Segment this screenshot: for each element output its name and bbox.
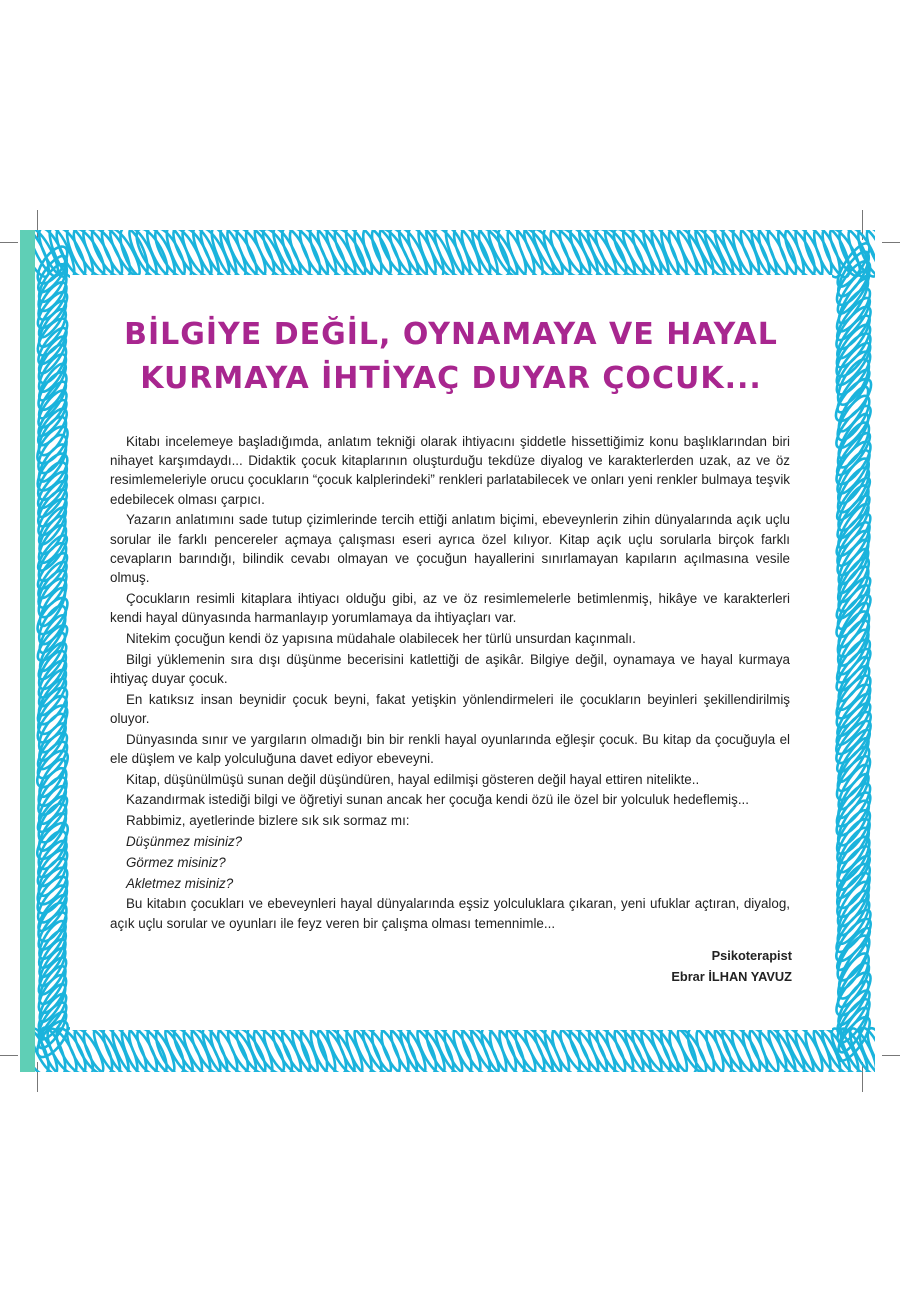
crop-mark	[0, 242, 18, 243]
paragraph: Dünyasında sınır ve yargıların olmadığı bin bir renkli hayal oyunlarında eğleşir çocuk. Bu kitap da çocuğuyla el ele düşlem ve kalp yolculuğuna davet ediyor ebeveyni.	[110, 731, 790, 766]
signature-role: Psikoterapist	[711, 948, 792, 963]
signature-block	[671, 945, 792, 987]
crop-mark	[0, 1055, 18, 1056]
question-line: Akletmez misiniz?	[126, 875, 234, 891]
paragraph: Kazandırmak istediği bilgi ve öğretiyi sunan ancak her çocuğa kendi özü ile özel bir yolculuk hedeflemiş...	[126, 792, 749, 808]
signature-name: Ebrar İLHAN YAVUZ	[671, 969, 792, 984]
crop-mark	[882, 242, 900, 243]
paragraph: Yazarın anlatımını sade tutup çizimlerinde tercih ettiği anlatım biçimi, ebeveynlerin zihin dünyalarında açık uçlu sorular ile farklı pencereler açmaya çalışması eseri ayrıca özel kılıyor. Kitap açık uçlu sorularla birçok farklı cevapların barındığı, bilindik cevabı olmayan ve çocuğun hayallerini sınırlamayan kapıların açılmasına vesile olmuş.	[110, 512, 790, 586]
paragraph: Nitekim çocuğun kendi öz yapısına müdahale olabilecek her türlü unsurdan kaçınmalı.	[126, 630, 636, 646]
question-line: Düşünmez misiniz?	[126, 834, 243, 849]
paragraph: Bilgi yüklemenin sıra dışı düşünme becerisini katlettiği de aşikâr. Bilgiye değil, oynamaya ve hayal kurmaya ihtiyaç duyar çocuk.	[110, 651, 790, 686]
page-title	[70, 313, 832, 401]
paragraph: Çocukların resimli kitaplara ihtiyacı olduğu gibi, az ve öz resimlemelerle betimlenmiş, hikâye ve karakterleri kendi hayal dünyasında harmanlayıp yorumlamaya da ihtiyaçları var.	[110, 590, 790, 626]
content-panel	[70, 275, 832, 1030]
book-spine-strip	[20, 230, 35, 1072]
article-body	[110, 432, 790, 934]
paragraph: En katıksız insan beynidir çocuk beyni, fakat yetişkin yönlendirmeleri ile çocukların beyinleri şekillendirilmiş oluyor.	[110, 691, 790, 726]
crop-mark	[882, 1055, 900, 1056]
paragraph: Kitap, düşünülmüşü sunan değil düşündüren, hayal edilmişi gösteren değil hayal ettiren nitelikte..	[126, 771, 700, 787]
page-title-line: KURMAYA İHTİYAÇ DUYAR ÇOCUK...	[140, 361, 762, 396]
page-title-line: BİLGİYE DEĞİL, OYNAMAYA VE HAYAL	[124, 317, 778, 352]
paragraph: Rabbimiz, ayetlerinde bizlere sık sık sormaz mı:	[126, 813, 410, 829]
closing-paragraph: Bu kitabın çocukları ve ebeveynleri hayal dünyalarında eşsiz yolculuklara çıkaran, yeni ufuklar açtıran, diyalog, açık uçlu sorular ve oyunları ile feyz veren bir çalışma olması temennimle...	[110, 896, 790, 931]
paragraph: Kitabı incelemeye başladığımda, anlatım tekniği olarak ihtiyacını şiddetle hissettiğimiz konu başlıklarından biri nihayet karşımdaydı... Didaktik çocuk kitaplarının oluşturduğu tekdüze diyalog ve karakterlerden uzak, az ve öz resimlemeleriyle orucu çocukların “çocuk kalplerindeki” renkleri parlatabilecek ve onları yeni renkler bulmaya teşvik edebilecek olması çarpıcı.	[110, 434, 790, 507]
question-line: Görmez misiniz?	[126, 854, 226, 870]
